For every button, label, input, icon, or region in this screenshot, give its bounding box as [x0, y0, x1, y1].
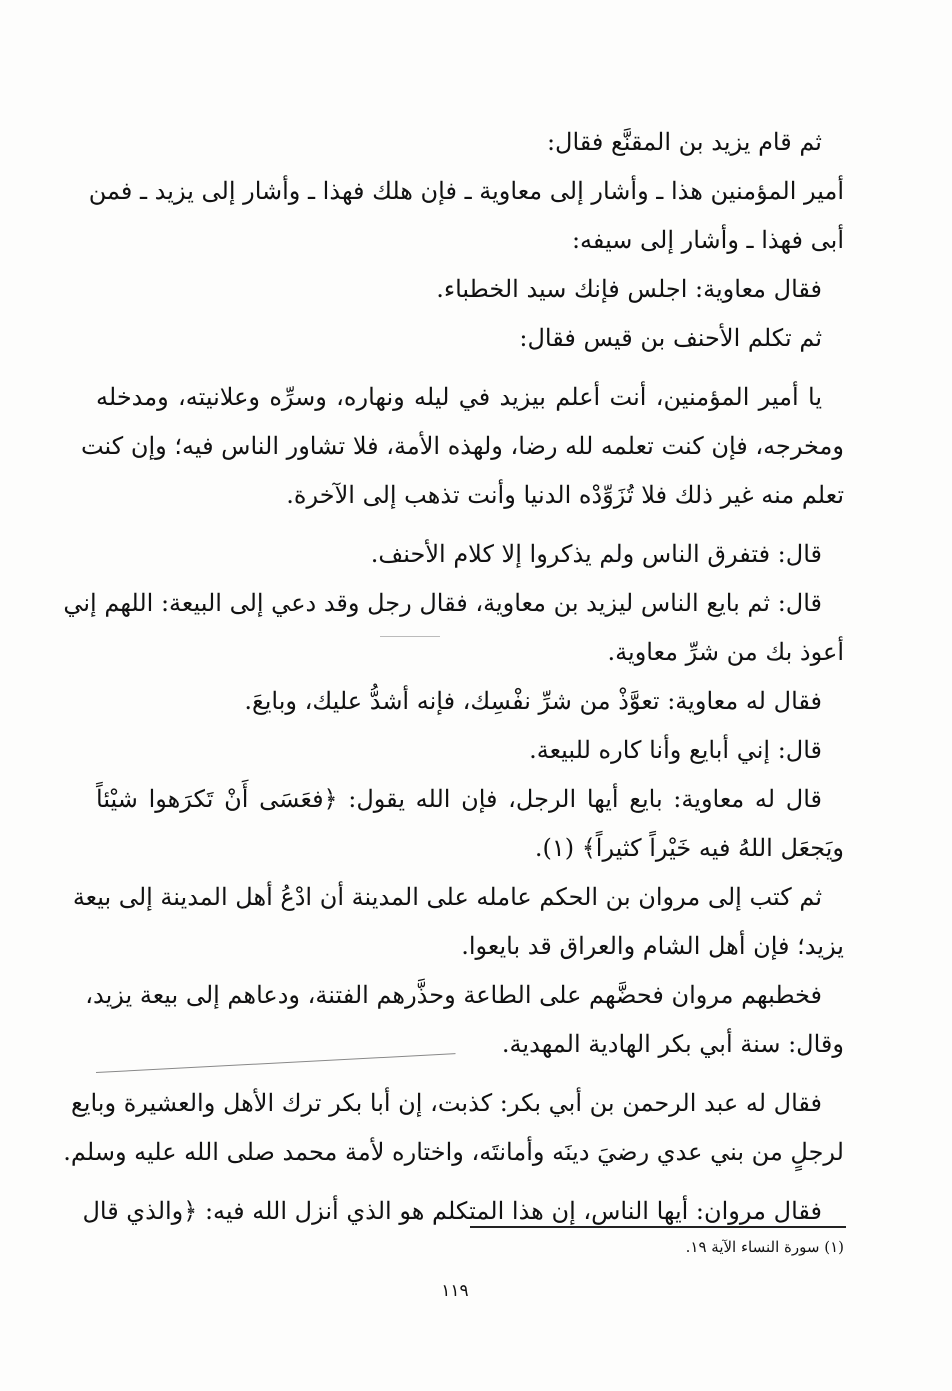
- text-line: ثم قام يزيد بن المقنَّع فقال:: [546, 128, 822, 156]
- footnote-divider: [470, 1226, 846, 1228]
- text-line: ومخرجه، فإن كنت تعلمه لله رضا، ولهذه الأمة، فلا تشاور الناس فيه؛ وإن كنت: [80, 432, 844, 460]
- text-line: تعلم منه غير ذلك فلا تُزَوِّدْه الدنيا وأنت تذهب إلى الآخرة.: [286, 481, 844, 509]
- body-text: [63, 118, 844, 1236]
- text-line: ثم كتب إلى مروان بن الحكم عامله على المدينة أن ادْعُ أهل المدينة إلى بيعة: [72, 883, 822, 911]
- text-line: فقال مروان: أيها الناس، إن هذا المتكلم هو الذي أنزل الله فيه: ﴿والذي قال: [82, 1197, 822, 1225]
- text-line: ويَجعَل اللهُ فيه خَيْراً كثيراً﴾ (١).: [534, 834, 844, 862]
- text-line: لرجلٍ من بني عدي رضيَ دينَه وأمانتَه، واختاره لأمة محمد صلى الله عليه وسلم.: [63, 1138, 844, 1166]
- page-number: ١١٩: [441, 1281, 469, 1301]
- text-line: قال له معاوية: بايع أيها الرجل، فإن الله يقول: ﴿فعَسَى أَنْ تَكرَهوا شيْئاً: [96, 785, 822, 813]
- text-line: فقال معاوية: اجلس فإنك سيد الخطباء.: [436, 275, 822, 303]
- text-line: أبى فهذا ـ وأشار إلى سيفه:: [571, 226, 844, 254]
- text-line: فخطبهم مروان فحضَّهم على الطاعة وحذَّرهم الفتنة، ودعاهم إلى بيعة يزيد،: [85, 981, 822, 1009]
- text-line: قال: ثم بايع الناس ليزيد بن معاوية، فقال رجل وقد دعي إلى البيعة: اللهم إني: [63, 589, 822, 617]
- text-line: أعوذ بك من شرِّ معاوية.: [607, 638, 844, 666]
- footnote: (١) سورة النساء الآية ١٩.: [685, 1238, 844, 1256]
- text-line: فقال له معاوية: تعوَّذْ من شرِّ نفْسِك، فإنه أشدُّ عليك، وبايعَ.: [244, 687, 822, 715]
- text-line: ثم تكلم الأحنف بن قيس فقال:: [519, 324, 822, 352]
- text-line: أمير المؤمنين هذا ـ وأشار إلى معاوية ـ فإن هلك فهذا ـ وأشار إلى يزيد ـ فمن: [88, 177, 844, 205]
- text-line: فقال له عبد الرحمن بن أبي بكر: كذبت، إن أبا بكر ترك الأهل والعشيرة وبايع: [71, 1089, 822, 1117]
- text-line: وقال: سنة أبي بكر الهادية المهدية.: [501, 1030, 844, 1058]
- text-line: يزيد؛ فإن أهل الشام والعراق قد بايعوا.: [461, 932, 844, 960]
- text-line: قال: إني أبايع وأنا كاره للبيعة.: [529, 736, 822, 764]
- text-line: قال: فتفرق الناس ولم يذكروا إلا كلام الأحنف.: [370, 540, 822, 568]
- text-line: يا أمير المؤمنين، أنت أعلم بيزيد في ليله ونهاره، وسرِّه وعلانيته، ومدخله: [96, 383, 822, 411]
